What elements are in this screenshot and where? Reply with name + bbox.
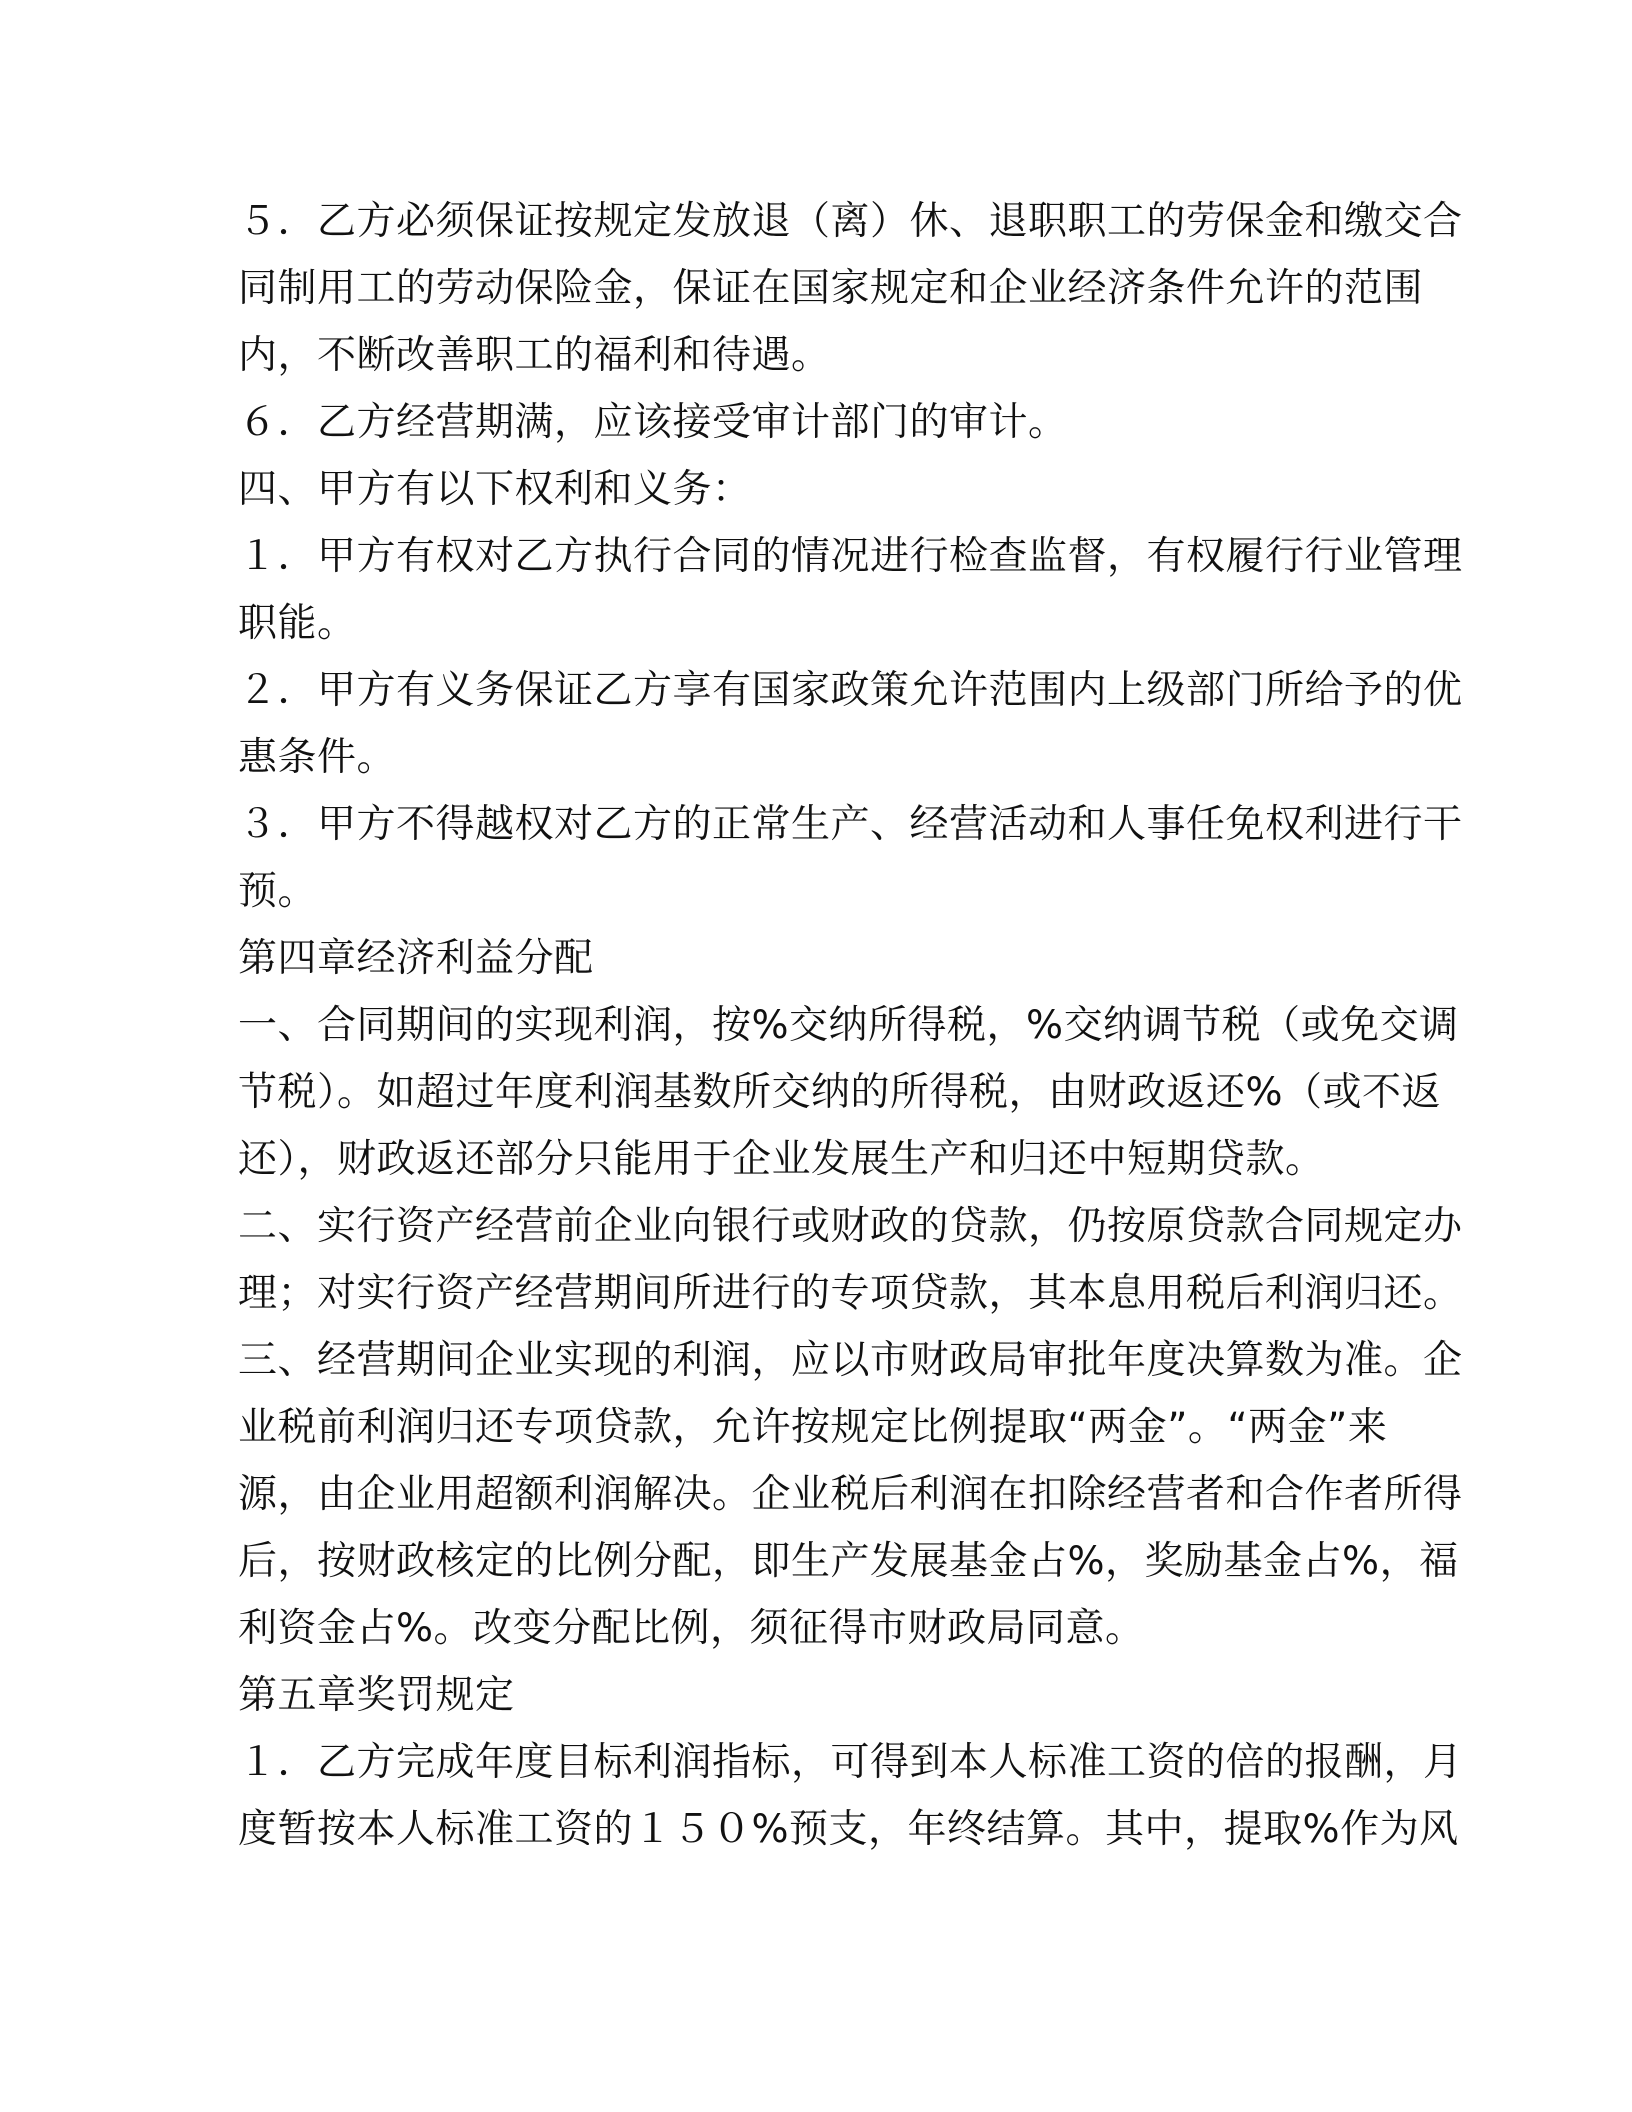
text-line: ２．甲方有义务保证乙方享有国家政策允许范围内上级部门所给予的优 (238, 668, 1463, 713)
text-line: ５．乙方必须保证按规定发放退（离）休、退职职工的劳保金和缴交合 (238, 199, 1463, 244)
section-heading: 四、甲方有以下权利和义务： (238, 467, 752, 512)
text-line: 业税前利润归还专项贷款，允许按规定比例提取“两金”。“两金”来 (238, 1405, 1388, 1450)
text-line: 利资金占%。改变分配比例，须征得市财政局同意。 (238, 1606, 1145, 1651)
text-line: ３．甲方不得越权对乙方的正常生产、经营活动和人事任免权利进行干 (238, 802, 1463, 847)
text-line: 度暂按本人标准工资的１５０%预支，年终结算。其中，提取%作为风 (238, 1807, 1459, 1852)
document-body (238, 188, 1463, 1863)
text-line: 理；对实行资产经营期间所进行的专项贷款，其本息用税后利润归还。 (238, 1271, 1463, 1316)
chapter-heading: 第四章经济利益分配 (238, 936, 594, 981)
chapter-heading: 第五章奖罚规定 (238, 1673, 515, 1718)
text-line: 预。 (238, 869, 318, 914)
text-line: 节税）。如超过年度利润基数所交纳的所得税，由财政返还%（或不返 (238, 1070, 1442, 1115)
text-line: １．甲方有权对乙方执行合同的情况进行检查监督，有权履行行业管理 (238, 534, 1463, 579)
text-line: 一、合同期间的实现利润，按%交纳所得税，%交纳调节税（或免交调 (238, 1003, 1459, 1048)
text-line: 还），财政返还部分只能用于企业发展生产和归还中短期贷款。 (238, 1137, 1325, 1182)
text-line: １．乙方完成年度目标利润指标，可得到本人标准工资的倍的报酬，月 (238, 1740, 1463, 1785)
text-line: 三、经营期间企业实现的利润，应以市财政局审批年度决算数为准。企 (238, 1338, 1463, 1383)
text-line: ６．乙方经营期满，应该接受审计部门的审计。 (238, 400, 1068, 445)
text-line: 二、实行资产经营前企业向银行或财政的贷款，仍按原贷款合同规定办 (238, 1204, 1463, 1249)
text-line: 后，按财政核定的比例分配，即生产发展基金占%，奖励基金占%，福 (238, 1539, 1459, 1584)
text-line: 职能。 (238, 601, 357, 646)
text-line: 源，由企业用超额利润解决。企业税后利润在扣除经营者和合作者所得 (238, 1472, 1463, 1517)
text-line: 内，不断改善职工的福利和待遇。 (238, 333, 831, 378)
text-line: 同制用工的劳动保险金，保证在国家规定和企业经济条件允许的范围 (238, 266, 1424, 311)
text-line: 惠条件。 (238, 735, 397, 780)
